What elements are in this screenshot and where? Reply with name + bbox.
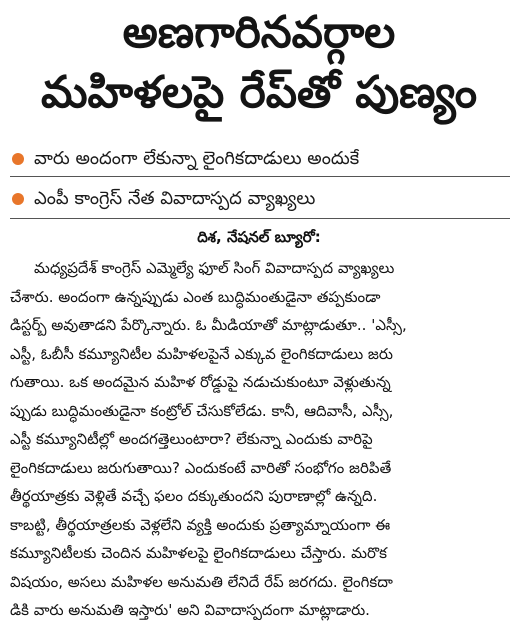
- body-line: ఎస్టీ, ఓబీసీ కమ్యూనిటీల మహిళలపైనే ఎక్కువ లైంగికదాడులు జరు: [10, 344, 393, 363]
- subheading-2: [12, 185, 512, 213]
- body-line: డికి వారు అనుమతి ఇస్తారు' అని వివాదాస్పదంగా మాట్లాడారు.: [10, 601, 370, 619]
- body-line: గుతాయి. ఒక అందమైన మహిళ రోడ్డుపై నడుచుకుంటూ వెళ్లుతున్న: [10, 373, 391, 391]
- subheading-text: వారు అందంగా లేకున్నా లైంగికదాడులు అందుకే: [34, 148, 360, 169]
- body-line: కమ్యూనిటీలకు చెందిన మహిళలపై లైంగికదాడులు చేస్తారు. మరొక: [10, 544, 387, 562]
- body-line: ఎస్టీ కమ్యూనిటీల్లో అందగత్తెలుంటారా? లేకున్నా ఎందుకు వారిపై: [10, 430, 373, 448]
- article-body: [10, 254, 510, 625]
- body-line: మధ్యప్రదేశ్ కాంగ్రెస్ ఎమ్మెల్యే ఫూల్ సింగ్ వివాదాస్పద వ్యాఖ్యలు: [34, 259, 395, 277]
- body-line: తీర్థయాత్రకు వెళ్లితే వచ్చే ఫలం దక్కుతుందని పురాణాల్లో ఉన్నది.: [10, 487, 378, 505]
- body-line: ప్పుడు బుద్ధిమంతుడైనా కంట్రోల్ చేసుకోలేడు. కానీ, ఆదివాసీ, ఎస్సీ,: [10, 401, 394, 420]
- subheading-1: [12, 145, 512, 173]
- byline: దిశ, నేషనల్ బ్యూరో:: [197, 228, 321, 246]
- subheading-text: ఎంపీ కాంగ్రెస్ నేత వివాదాస్పద వ్యాఖ్యలు: [34, 188, 316, 209]
- bullet-icon: [12, 153, 24, 165]
- bullet-icon: [12, 193, 24, 205]
- headline-line-2: మహిళలపై రేప్‌తో పుణ్యం: [40, 67, 478, 118]
- subheading-divider: [10, 218, 510, 219]
- body-line: డిస్టర్బ్ అవుతాడని పేర్కొన్నారు. ఓ మీడియాతో మాట్లాడుతూ.. 'ఎస్సీ,: [10, 316, 407, 334]
- body-line: కాబట్టి, తీర్థయాత్రలకు వెళ్లలేని వ్యక్తి అందుకు ప్రత్యామ్నాయంగా ఈ: [10, 515, 391, 534]
- headline-line-1: అణగారినవర్గాల: [122, 7, 396, 58]
- subheading-divider: [10, 176, 510, 177]
- body-line: లైంగికదాడులు జరుగుతాయి? ఎందుకంటే వారితో సంభోగం జరిపితే: [10, 458, 392, 477]
- body-line: విషయం, అసలు మహిళల అనుమతి లేనిదే రేప్ జరగదు. లైంగికదా: [10, 572, 393, 591]
- body-line: చేశారు. అందంగా ఉన్నప్పుడు ఎంత బుద్ధిమంతుడైనా తప్పకుండా: [10, 287, 381, 306]
